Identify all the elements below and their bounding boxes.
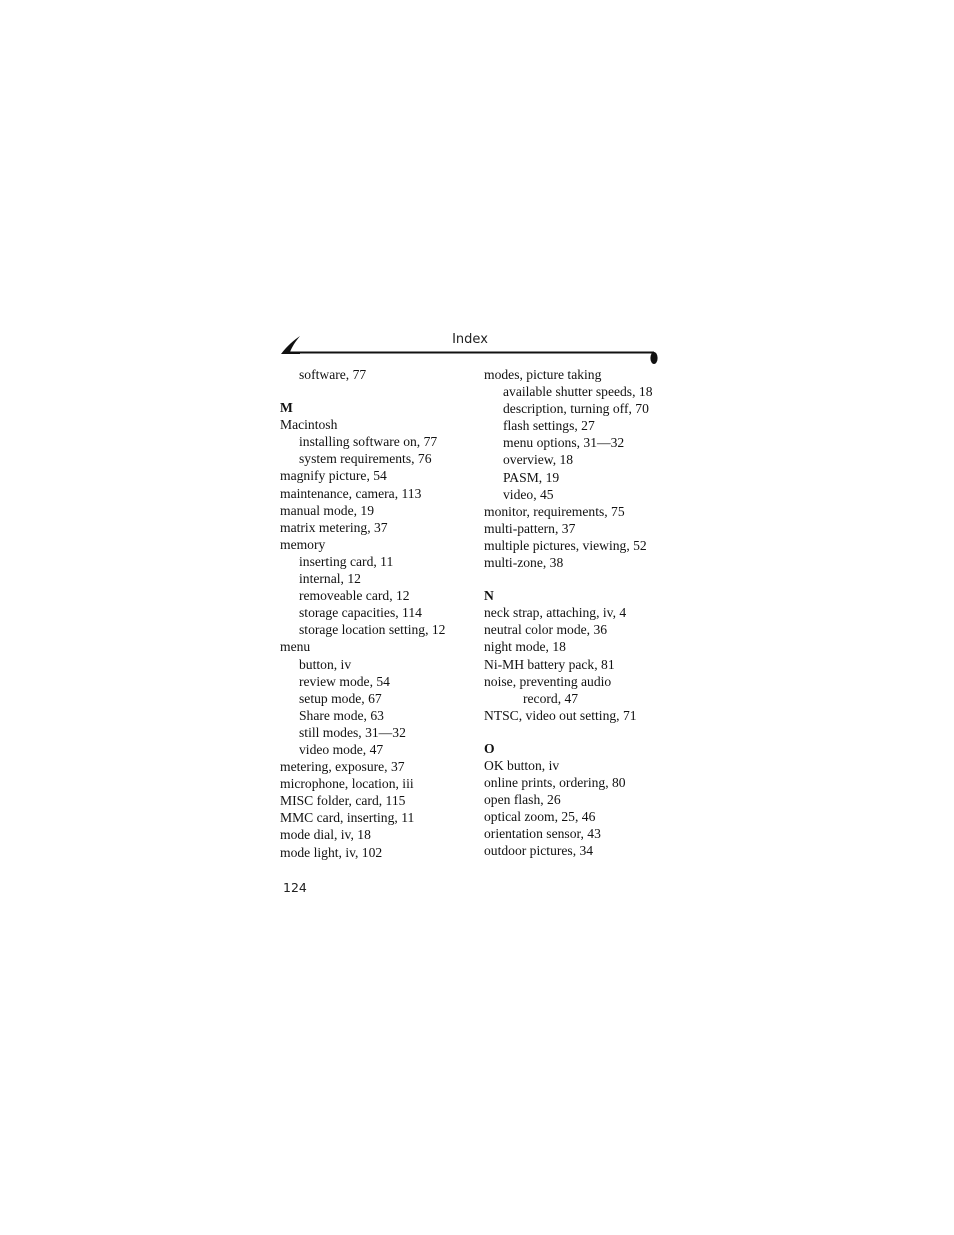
- index-subentry: software, 77: [299, 367, 367, 382]
- index-entry: multi-zone, 38: [484, 555, 564, 571]
- index-entry: MMC card, inserting, 11: [280, 810, 415, 826]
- index-entry: multi-pattern, 37: [484, 520, 576, 536]
- index-entry: magnify picture, 54: [280, 468, 387, 484]
- index-subentry: internal, 12: [299, 571, 361, 587]
- index-subentry: button, iv: [299, 656, 352, 672]
- index-entry: MISC folder, card, 115: [280, 793, 406, 809]
- index-entry: Macintosh: [280, 417, 338, 433]
- index-entry: mode dial, iv, 18: [280, 827, 371, 843]
- index-entry: noise, preventing audio: [484, 673, 612, 689]
- index-column-left: [280, 366, 480, 861]
- index-subentry: record, 47: [523, 690, 579, 706]
- index-subentry: system requirements, 76: [299, 451, 432, 467]
- section-letter: M: [280, 400, 293, 416]
- index-entry: multiple pictures, viewing, 52: [484, 537, 647, 553]
- index-entry: outdoor pictures, 34: [484, 843, 594, 859]
- index-subentry: setup mode, 67: [299, 690, 382, 706]
- index-entry: mode light, iv, 102: [280, 844, 383, 860]
- index-entry: memory: [280, 536, 326, 552]
- index-entry: OK button, iv: [484, 757, 560, 773]
- section-spacer: [280, 383, 480, 399]
- index-entry: NTSC, video out setting, 71: [484, 707, 637, 723]
- index-entry: night mode, 18: [484, 639, 566, 655]
- index-column-right: [484, 366, 684, 860]
- index-entry: neck strap, attaching, iv, 4: [484, 605, 627, 621]
- index-subentry: still modes, 31—32: [299, 724, 406, 740]
- index-subentry: overview, 18: [503, 452, 574, 468]
- rule-right-dot-icon: [650, 352, 657, 364]
- index-entry: menu: [280, 639, 311, 655]
- index-subentry: storage location setting, 12: [299, 622, 446, 638]
- index-entry: Ni-MH battery pack, 81: [484, 656, 615, 672]
- running-header-title: Index: [452, 332, 488, 347]
- index-entry: manual mode, 19: [280, 502, 375, 518]
- page-number: 124: [283, 880, 307, 895]
- index-subentry: installing software on, 77: [299, 434, 438, 450]
- section-letter: N: [484, 588, 494, 604]
- index-subentry: review mode, 54: [299, 673, 390, 689]
- index-entry: optical zoom, 25, 46: [484, 809, 596, 825]
- section-letter: O: [484, 740, 495, 756]
- index-subentry: Share mode, 63: [299, 707, 384, 723]
- index-entry: neutral color mode, 36: [484, 622, 608, 638]
- index-entry: matrix metering, 37: [280, 519, 388, 535]
- index-subentry: removeable card, 12: [299, 588, 410, 604]
- index-subentry: inserting card, 11: [299, 553, 394, 569]
- index-entry: monitor, requirements, 75: [484, 503, 625, 519]
- index-subentry: description, turning off, 70: [503, 401, 649, 417]
- index-entry: metering, exposure, 37: [280, 759, 405, 775]
- index-entry: maintenance, camera, 113: [280, 485, 422, 501]
- rule-left-swoosh-icon: [281, 336, 300, 354]
- index-subentry: PASM, 19: [503, 469, 560, 485]
- index-entry: orientation sensor, 43: [484, 826, 601, 842]
- index-subentry: menu options, 31—32: [503, 435, 625, 451]
- index-subentry: storage capacities, 114: [299, 605, 422, 621]
- index-entry: microphone, location, iii: [280, 776, 414, 792]
- index-entry: online prints, ordering, 80: [484, 775, 626, 791]
- index-subentry: flash settings, 27: [503, 418, 595, 434]
- index-subentry: available shutter speeds, 18: [503, 384, 653, 400]
- section-spacer: [484, 724, 684, 740]
- section-spacer: [484, 571, 684, 587]
- index-subentry: video, 45: [503, 486, 554, 502]
- index-subentry: video mode, 47: [299, 741, 384, 757]
- index-entry: open flash, 26: [484, 792, 561, 808]
- index-entry: modes, picture taking: [484, 367, 602, 382]
